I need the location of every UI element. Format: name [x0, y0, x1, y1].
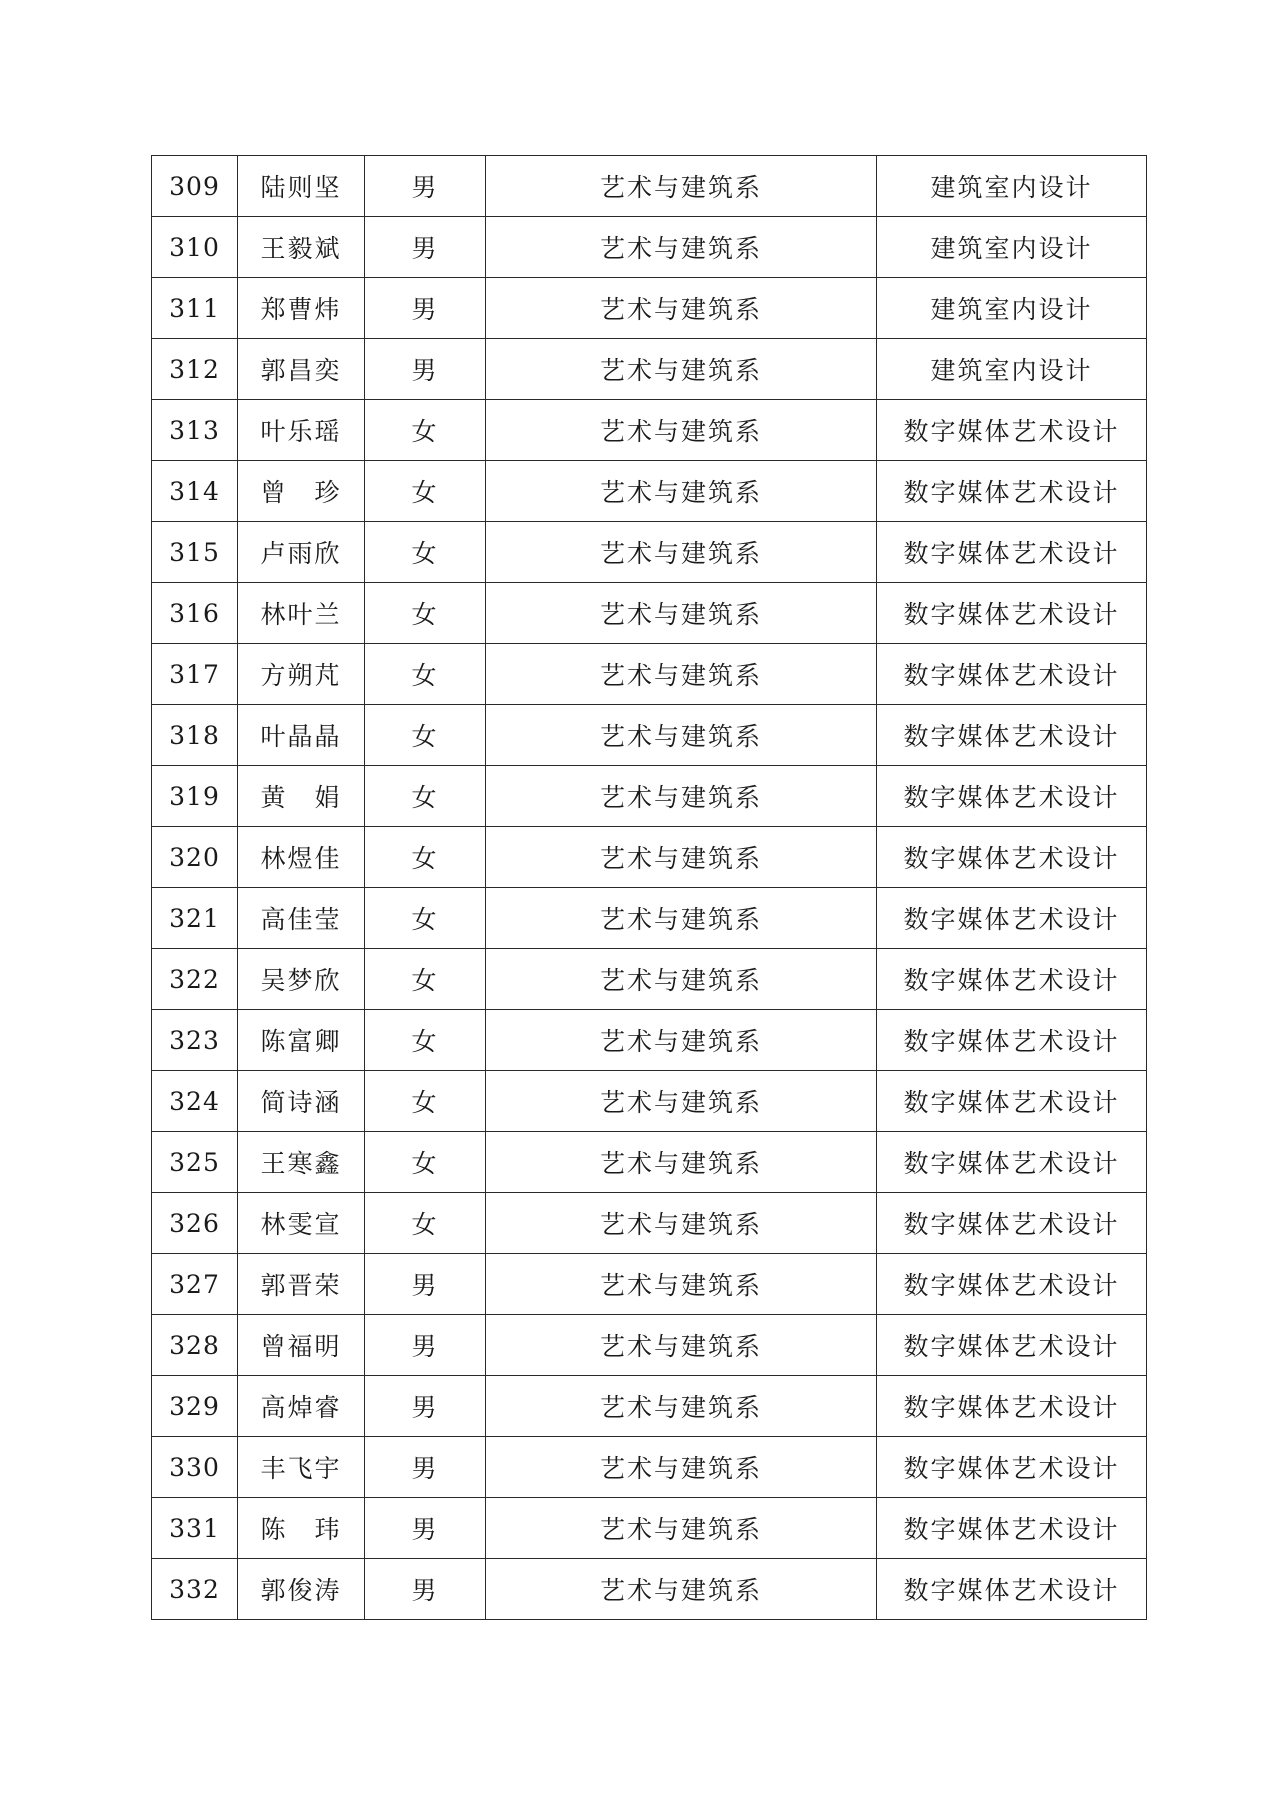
row-number: 311: [152, 278, 238, 339]
gender-cell: 男: [365, 1437, 486, 1498]
student-name: 卢雨欣: [238, 522, 365, 583]
student-name: 丰飞宇: [238, 1437, 365, 1498]
row-number: 317: [152, 644, 238, 705]
row-number: 314: [152, 461, 238, 522]
row-number: 316: [152, 583, 238, 644]
student-name: 林煜佳: [238, 827, 365, 888]
department-cell: 艺术与建筑系: [486, 278, 877, 339]
department-cell: 艺术与建筑系: [486, 522, 877, 583]
gender-cell: 女: [365, 766, 486, 827]
department-cell: 艺术与建筑系: [486, 1315, 877, 1376]
student-name: 郭俊涛: [238, 1559, 365, 1620]
student-name: 陆则坚: [238, 156, 365, 217]
table-row: [152, 766, 1147, 827]
major-cell: 数字媒体艺术设计: [877, 1376, 1147, 1437]
row-number: 331: [152, 1498, 238, 1559]
student-name: 曾 珍: [238, 461, 365, 522]
student-name: 吴梦欣: [238, 949, 365, 1010]
student-name: 叶晶晶: [238, 705, 365, 766]
major-cell: 数字媒体艺术设计: [877, 1010, 1147, 1071]
student-name: 陈富卿: [238, 1010, 365, 1071]
department-cell: 艺术与建筑系: [486, 1559, 877, 1620]
department-cell: 艺术与建筑系: [486, 1132, 877, 1193]
student-roster-table: [151, 155, 1147, 1620]
student-name: 叶乐瑶: [238, 400, 365, 461]
department-cell: 艺术与建筑系: [486, 461, 877, 522]
department-cell: 艺术与建筑系: [486, 1498, 877, 1559]
row-number: 325: [152, 1132, 238, 1193]
student-name: 简诗涵: [238, 1071, 365, 1132]
major-cell: 数字媒体艺术设计: [877, 766, 1147, 827]
table-row: [152, 217, 1147, 278]
table-row: [152, 461, 1147, 522]
table-row: [152, 705, 1147, 766]
department-cell: 艺术与建筑系: [486, 400, 877, 461]
department-cell: 艺术与建筑系: [486, 1010, 877, 1071]
major-cell: 数字媒体艺术设计: [877, 1437, 1147, 1498]
gender-cell: 女: [365, 400, 486, 461]
major-cell: 数字媒体艺术设计: [877, 1193, 1147, 1254]
gender-cell: 女: [365, 461, 486, 522]
major-cell: 建筑室内设计: [877, 156, 1147, 217]
row-number: 309: [152, 156, 238, 217]
department-cell: 艺术与建筑系: [486, 1071, 877, 1132]
gender-cell: 男: [365, 217, 486, 278]
table-row: [152, 522, 1147, 583]
table-row: [152, 1559, 1147, 1620]
major-cell: 建筑室内设计: [877, 339, 1147, 400]
gender-cell: 女: [365, 1193, 486, 1254]
table-row: [152, 156, 1147, 217]
major-cell: 数字媒体艺术设计: [877, 705, 1147, 766]
table-row: [152, 1376, 1147, 1437]
table-row: [152, 1193, 1147, 1254]
major-cell: 建筑室内设计: [877, 278, 1147, 339]
student-name: 黄 娟: [238, 766, 365, 827]
roster-table-body: [152, 156, 1147, 1620]
row-number: 321: [152, 888, 238, 949]
student-name: 郭昌奕: [238, 339, 365, 400]
major-cell: 数字媒体艺术设计: [877, 1315, 1147, 1376]
row-number: 312: [152, 339, 238, 400]
table-row: [152, 827, 1147, 888]
gender-cell: 女: [365, 644, 486, 705]
table-row: [152, 888, 1147, 949]
row-number: 327: [152, 1254, 238, 1315]
major-cell: 数字媒体艺术设计: [877, 827, 1147, 888]
department-cell: 艺术与建筑系: [486, 156, 877, 217]
row-number: 318: [152, 705, 238, 766]
major-cell: 数字媒体艺术设计: [877, 1254, 1147, 1315]
major-cell: 数字媒体艺术设计: [877, 1132, 1147, 1193]
table-row: [152, 949, 1147, 1010]
department-cell: 艺术与建筑系: [486, 1254, 877, 1315]
major-cell: 数字媒体艺术设计: [877, 1498, 1147, 1559]
student-name: 王毅斌: [238, 217, 365, 278]
row-number: 324: [152, 1071, 238, 1132]
department-cell: 艺术与建筑系: [486, 949, 877, 1010]
gender-cell: 女: [365, 1132, 486, 1193]
gender-cell: 女: [365, 827, 486, 888]
department-cell: 艺术与建筑系: [486, 217, 877, 278]
department-cell: 艺术与建筑系: [486, 644, 877, 705]
major-cell: 数字媒体艺术设计: [877, 888, 1147, 949]
gender-cell: 女: [365, 888, 486, 949]
department-cell: 艺术与建筑系: [486, 827, 877, 888]
table-row: [152, 400, 1147, 461]
gender-cell: 男: [365, 339, 486, 400]
gender-cell: 女: [365, 705, 486, 766]
major-cell: 数字媒体艺术设计: [877, 1559, 1147, 1620]
student-name: 方朔芃: [238, 644, 365, 705]
table-row: [152, 1254, 1147, 1315]
department-cell: 艺术与建筑系: [486, 583, 877, 644]
student-name: 郑曹炜: [238, 278, 365, 339]
department-cell: 艺术与建筑系: [486, 1193, 877, 1254]
major-cell: 数字媒体艺术设计: [877, 949, 1147, 1010]
major-cell: 数字媒体艺术设计: [877, 583, 1147, 644]
table-row: [152, 1437, 1147, 1498]
department-cell: 艺术与建筑系: [486, 339, 877, 400]
gender-cell: 男: [365, 1315, 486, 1376]
major-cell: 数字媒体艺术设计: [877, 522, 1147, 583]
department-cell: 艺术与建筑系: [486, 705, 877, 766]
row-number: 320: [152, 827, 238, 888]
row-number: 332: [152, 1559, 238, 1620]
table-row: [152, 644, 1147, 705]
major-cell: 数字媒体艺术设计: [877, 461, 1147, 522]
gender-cell: 男: [365, 1254, 486, 1315]
department-cell: 艺术与建筑系: [486, 766, 877, 827]
department-cell: 艺术与建筑系: [486, 1376, 877, 1437]
row-number: 323: [152, 1010, 238, 1071]
row-number: 319: [152, 766, 238, 827]
major-cell: 数字媒体艺术设计: [877, 400, 1147, 461]
gender-cell: 男: [365, 1376, 486, 1437]
department-cell: 艺术与建筑系: [486, 888, 877, 949]
major-cell: 建筑室内设计: [877, 217, 1147, 278]
table-row: [152, 1498, 1147, 1559]
row-number: 329: [152, 1376, 238, 1437]
row-number: 330: [152, 1437, 238, 1498]
table-row: [152, 583, 1147, 644]
row-number: 322: [152, 949, 238, 1010]
row-number: 328: [152, 1315, 238, 1376]
table-row: [152, 278, 1147, 339]
gender-cell: 女: [365, 949, 486, 1010]
row-number: 310: [152, 217, 238, 278]
table-row: [152, 1315, 1147, 1376]
gender-cell: 女: [365, 1071, 486, 1132]
gender-cell: 男: [365, 278, 486, 339]
student-name: 郭晋荣: [238, 1254, 365, 1315]
gender-cell: 女: [365, 522, 486, 583]
table-row: [152, 1132, 1147, 1193]
gender-cell: 女: [365, 1010, 486, 1071]
student-name: 王寒鑫: [238, 1132, 365, 1193]
row-number: 313: [152, 400, 238, 461]
major-cell: 数字媒体艺术设计: [877, 644, 1147, 705]
table-row: [152, 339, 1147, 400]
gender-cell: 男: [365, 1498, 486, 1559]
student-name: 林雯宣: [238, 1193, 365, 1254]
table-row: [152, 1010, 1147, 1071]
student-name: 陈 玮: [238, 1498, 365, 1559]
student-name: 曾福明: [238, 1315, 365, 1376]
department-cell: 艺术与建筑系: [486, 1437, 877, 1498]
gender-cell: 男: [365, 156, 486, 217]
row-number: 315: [152, 522, 238, 583]
row-number: 326: [152, 1193, 238, 1254]
gender-cell: 女: [365, 583, 486, 644]
student-name: 高佳莹: [238, 888, 365, 949]
gender-cell: 男: [365, 1559, 486, 1620]
major-cell: 数字媒体艺术设计: [877, 1071, 1147, 1132]
student-name: 林叶兰: [238, 583, 365, 644]
table-row: [152, 1071, 1147, 1132]
student-name: 高焯睿: [238, 1376, 365, 1437]
